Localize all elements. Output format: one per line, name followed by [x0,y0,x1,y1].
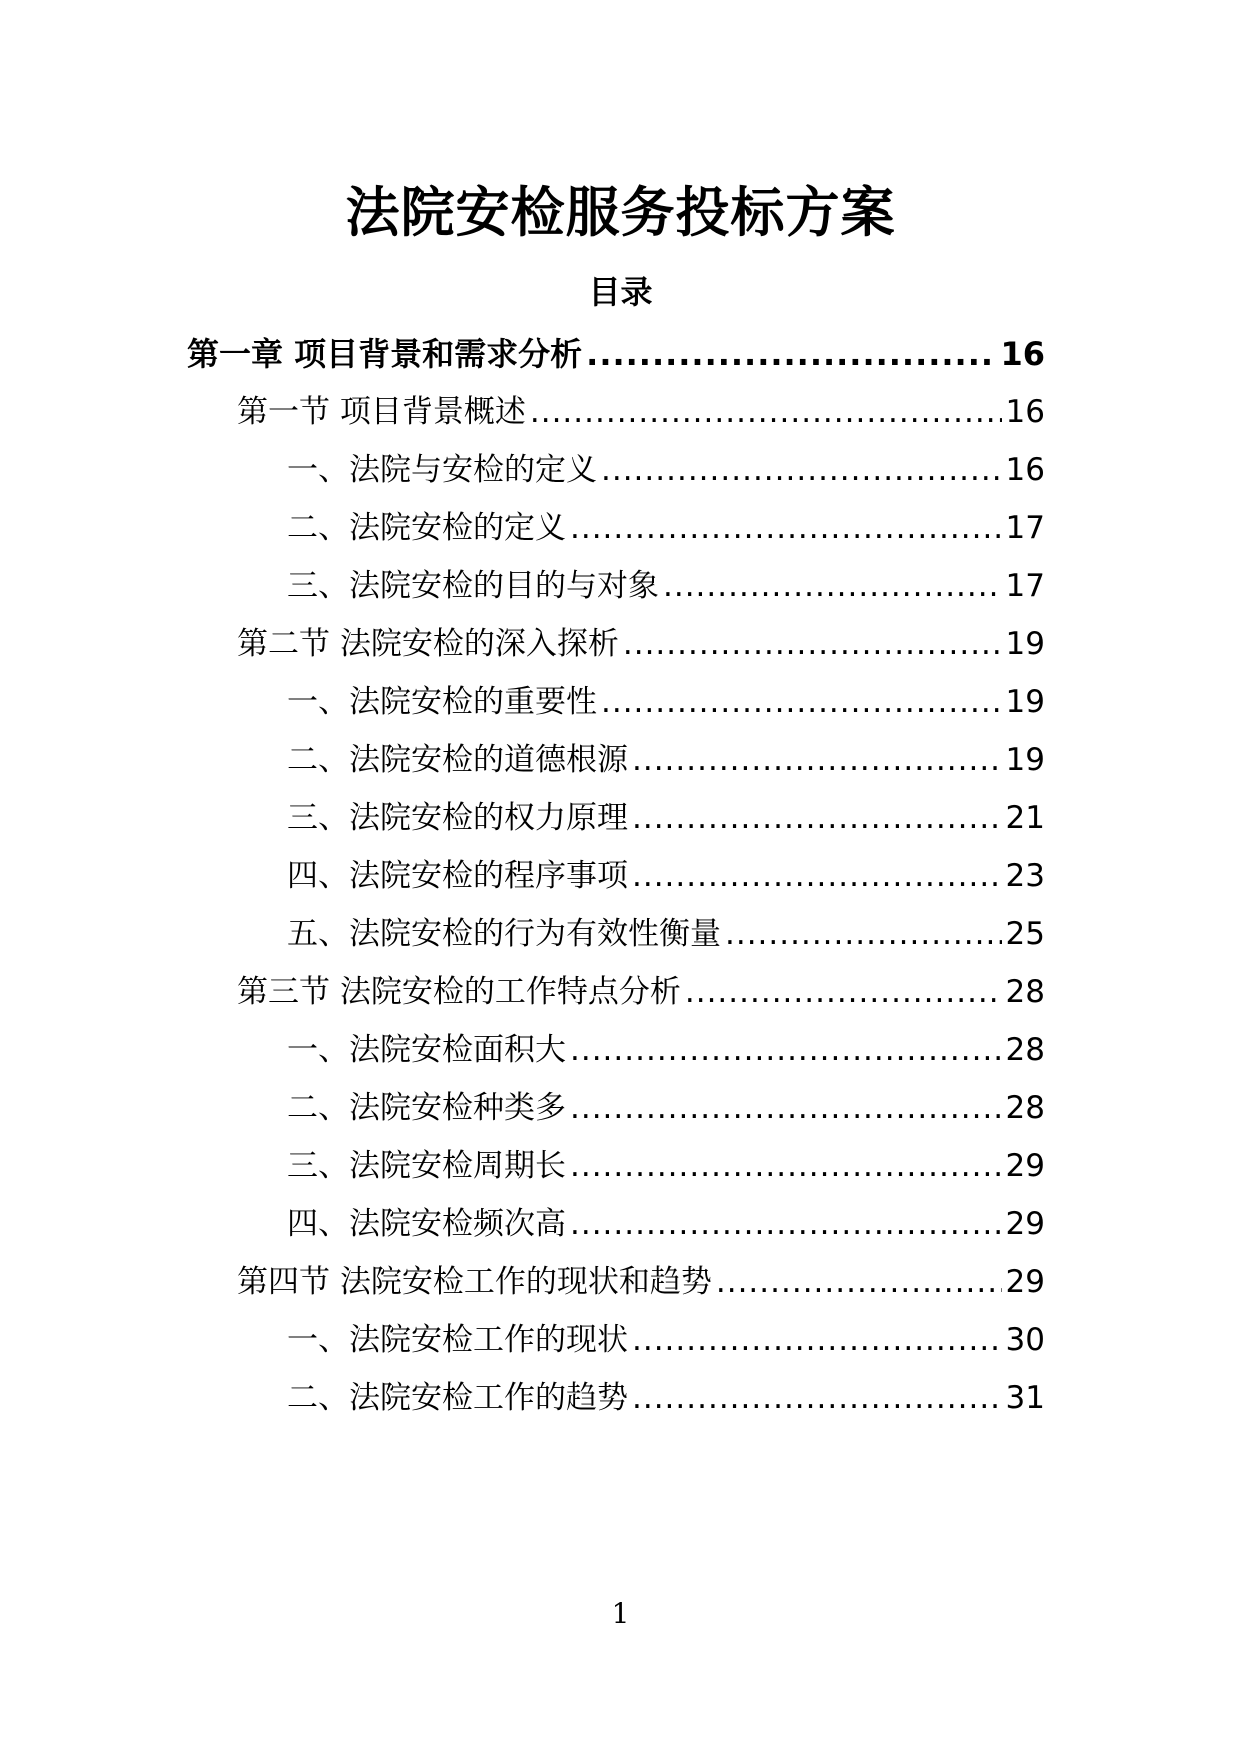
toc-entry-page: 19 [1005,626,1045,662]
toc-entry-item[interactable] [287,912,1045,956]
toc-entry-text: 一、法院安检工作的现状 [287,1322,628,1358]
toc-dot-leader [530,390,1002,434]
toc-entry-text: 一、法院安检的重要性 [287,684,597,720]
toc-entry-page: 16 [1000,335,1045,373]
toc-dot-leader [632,1318,1002,1362]
toc-entry-page: 16 [1005,394,1045,430]
toc-entry-page: 16 [1005,452,1045,488]
toc-entry-item[interactable] [287,1028,1045,1072]
toc-entry-text: 四、法院安检的程序事项 [287,858,628,894]
toc-entry-item[interactable] [287,796,1045,840]
toc-entry-text: 五、法院安检的行为有效性衡量 [287,916,721,952]
toc-entry-item[interactable] [287,854,1045,898]
toc-entry-page: 30 [1005,1322,1045,1358]
toc-entry-page: 21 [1005,800,1045,836]
toc-dot-leader [632,854,1002,898]
toc-entry-item[interactable] [287,1144,1045,1188]
toc-dot-leader [601,680,1002,724]
toc-entry-page: 28 [1005,974,1045,1010]
toc-entry-item[interactable] [287,1318,1045,1362]
toc-entry-text: 二、法院安检的道德根源 [287,742,628,778]
toc-dot-leader [570,1028,1002,1072]
toc-dot-leader [601,448,1002,492]
toc-entry-text: 第一章 项目背景和需求分析 [187,335,583,373]
toc-entry-text: 一、法院与安检的定义 [287,452,597,488]
toc-dot-leader [570,1144,1002,1188]
toc-entry-section[interactable] [237,622,1045,666]
toc-dot-leader [570,1202,1002,1246]
toc-entry-item[interactable] [287,1376,1045,1420]
toc-entry-page: 23 [1005,858,1045,894]
toc-entry-text: 第二节 法院安检的深入探析 [237,626,619,662]
toc-entry-section[interactable] [237,390,1045,434]
toc-entry-item[interactable] [287,680,1045,724]
toc-dot-leader [725,912,1002,956]
toc-entry-item[interactable] [287,564,1045,608]
toc-entry-section[interactable] [237,970,1045,1014]
toc-dot-leader [632,796,1002,840]
toc-dot-leader [570,1086,1002,1130]
toc-dot-leader [632,738,1002,782]
toc-entry-text: 二、法院安检种类多 [287,1090,566,1126]
toc-entry-item[interactable] [287,1086,1045,1130]
toc-entry-text: 一、法院安检面积大 [287,1032,566,1068]
toc-entry-page: 19 [1005,684,1045,720]
toc-entry-text: 第一节 项目背景概述 [237,394,526,430]
toc-dot-leader [632,1376,1002,1420]
toc-dot-leader [623,622,1002,666]
document-title: 法院安检服务投标方案 [345,181,896,244]
toc-entry-text: 二、法院安检工作的趋势 [287,1380,628,1416]
toc-entry-page: 29 [1005,1264,1045,1300]
toc-dot-leader [663,564,1002,608]
toc-dot-leader [716,1260,1002,1304]
toc-heading: 目录 [588,273,653,311]
toc-entry-text: 三、法院安检的权力原理 [287,800,628,836]
toc-entry-item[interactable] [287,506,1045,550]
toc-entry-page: 17 [1005,510,1045,546]
toc-entry-text: 三、法院安检周期长 [287,1148,566,1184]
toc-entry-section[interactable] [237,1260,1045,1304]
toc-entry-page: 25 [1005,916,1045,952]
toc-entry-page: 19 [1005,742,1045,778]
toc-entry-page: 29 [1005,1206,1045,1242]
toc-entry-page: 17 [1005,568,1045,604]
page-number: 1 [611,1597,630,1630]
toc-entry-item[interactable] [287,738,1045,782]
toc-entry-page: 31 [1005,1380,1045,1416]
toc-entry-text: 第四节 法院安检工作的现状和趋势 [237,1264,712,1300]
toc-entry-page: 28 [1005,1032,1045,1068]
toc-entry-text: 第三节 法院安检的工作特点分析 [237,974,681,1010]
toc-entry-text: 三、法院安检的目的与对象 [287,568,659,604]
toc-entry-text: 四、法院安检频次高 [287,1206,566,1242]
toc-entry-item[interactable] [287,448,1045,492]
toc-entry-item[interactable] [287,1202,1045,1246]
toc-dot-leader [685,970,1002,1014]
toc-entry-chapter-1[interactable] [187,332,1045,376]
toc-entry-page: 28 [1005,1090,1045,1126]
toc-entry-page: 29 [1005,1148,1045,1184]
toc-dot-leader [586,332,996,376]
toc-dot-leader [570,506,1002,550]
toc-entry-text: 二、法院安检的定义 [287,510,566,546]
